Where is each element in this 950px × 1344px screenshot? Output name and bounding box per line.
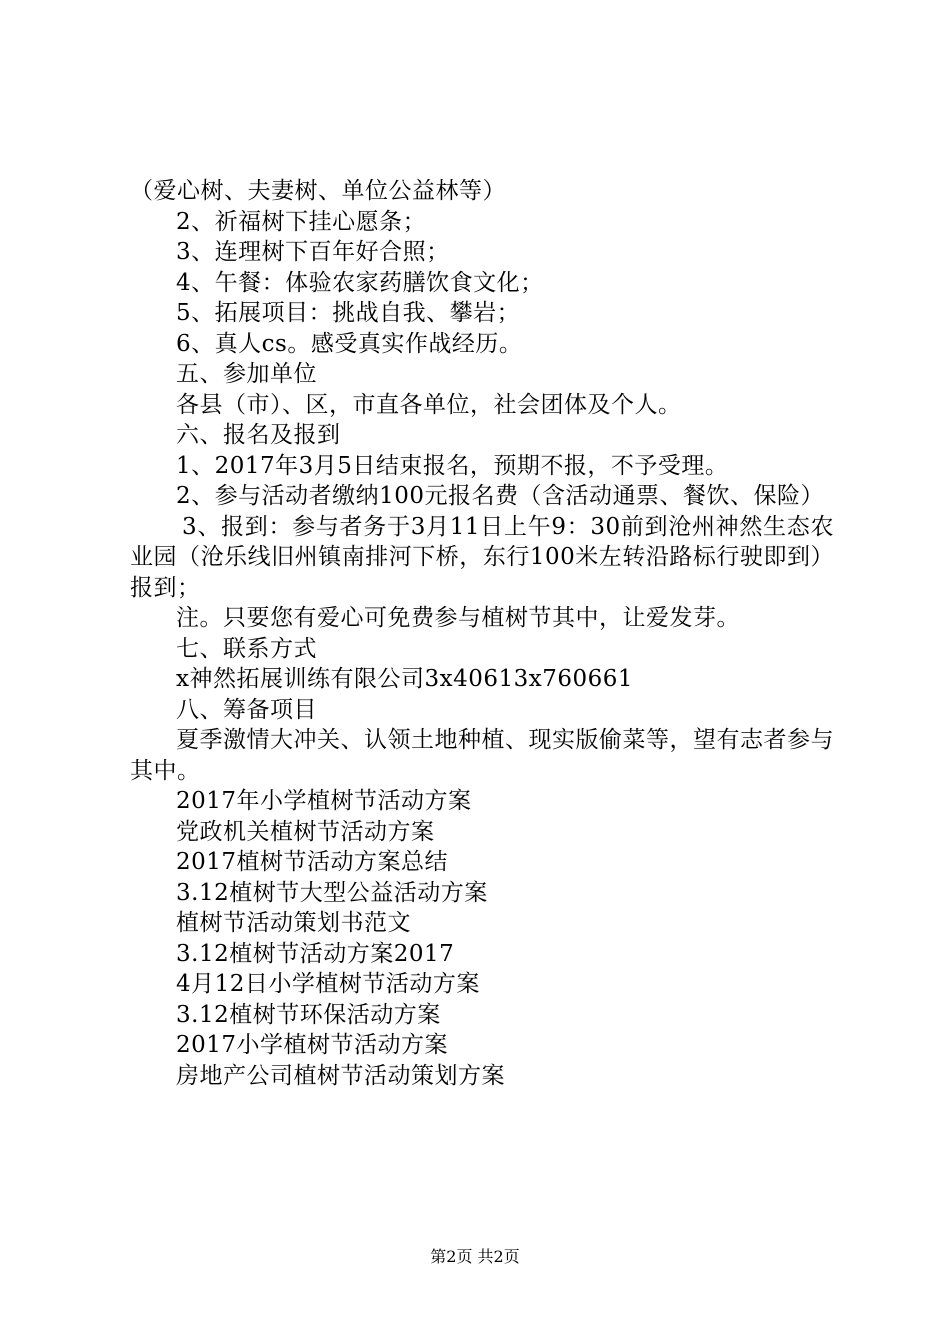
- paragraph-fee: 2、参与活动者缴纳100元报名费（含活动通票、餐饮、保险）: [176, 483, 825, 509]
- text-line: 3、连理树下百年好合照；: [176, 239, 450, 265]
- related-item: 2017植树节活动方案总结: [176, 849, 449, 875]
- related-item: 2017年小学植树节活动方案: [176, 788, 472, 814]
- related-item: 党政机关植树节活动方案: [176, 818, 435, 845]
- related-item: 3.12植树节活动方案2017: [176, 940, 455, 967]
- paragraph-checkin: 3、报到：参与者务于3月11日上午9：30前到沧州神然生态农业园（沧乐线旧州镇南排河下桥，东行100米左转沿路标行驶即到）报到；: [130, 513, 834, 601]
- paragraph-prep: 夏季激情大冲关、认领土地种植、现实版偷菜等，望有志者参与其中。: [130, 727, 834, 784]
- text-line: 6、真人cs。感受真实作战经历。: [176, 330, 523, 357]
- text-line: 4、午餐：体验农家药膳饮食文化；: [176, 269, 544, 296]
- section-heading: 五、参加单位: [176, 361, 317, 387]
- page-footer: 第2页 共2页: [430, 1247, 520, 1266]
- text-line: 2、祈福树下挂心愿条；: [176, 208, 427, 235]
- text-line: 5、拓展项目：挑战自我、攀岩；: [176, 300, 521, 326]
- text-line: 各县（市）、区，市直各单位，社会团体及个人。: [176, 391, 682, 418]
- section-heading: 七、联系方式: [176, 635, 317, 662]
- text-line: 1、2017年3月5日结束报名，预期不报，不予受理。: [176, 452, 729, 479]
- document-body: [130, 176, 834, 1091]
- related-item: 4月12日小学植树节活动方案: [176, 971, 480, 997]
- related-item: 3.12植树节环保活动方案: [176, 1001, 441, 1028]
- related-item: 2017小学植树节活动方案: [176, 1032, 449, 1058]
- text-line: 注。只要您有爱心可免费参与植树节其中，让爱发芽。: [176, 605, 740, 631]
- related-item: 3.12植树节大型公益活动方案: [176, 879, 488, 906]
- section-heading: 六、报名及报到: [176, 422, 341, 448]
- text-line: （爱心树、夫妻树、单位公益林等）: [130, 178, 506, 204]
- section-heading: 八、筹备项目: [176, 696, 317, 723]
- related-item: 植树节活动策划书范文: [176, 910, 411, 936]
- related-item: 房地产公司植树节活动策划方案: [176, 1062, 505, 1089]
- text-line: x神然拓展训练有限公司3x40613x760661: [176, 666, 634, 692]
